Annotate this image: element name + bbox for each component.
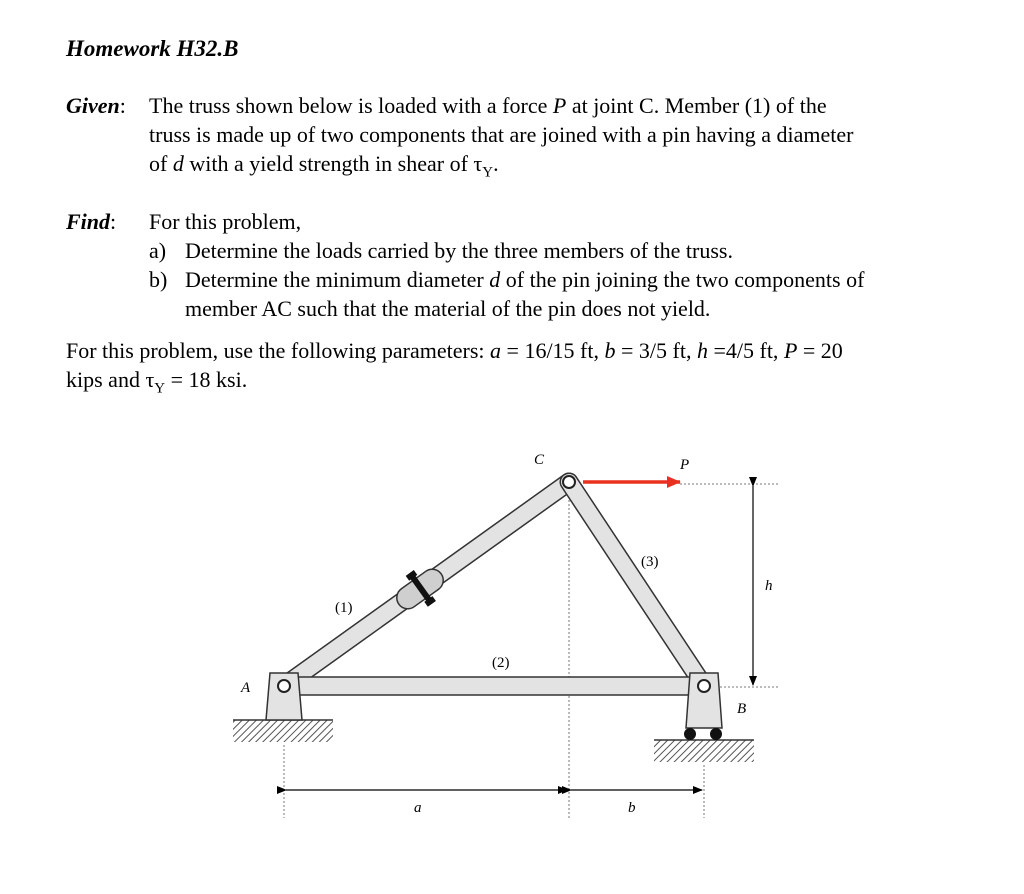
- pin-C: [563, 476, 575, 488]
- find-intro: For this problem,: [149, 209, 302, 234]
- label-force-P: P: [680, 457, 690, 473]
- page-title: Homework H32.B: [66, 36, 239, 61]
- given-line-2: truss is made up of two components that are joined with a pin having a diameter: [149, 122, 854, 147]
- label-dimension-a: a: [414, 800, 422, 816]
- find-item-a: a) Determine the loads carried by the three members of the truss.: [149, 238, 733, 263]
- label-joint-B: B: [737, 701, 747, 717]
- pin-A: [278, 680, 290, 692]
- ground-hatch-B: [654, 740, 754, 762]
- pin-B: [698, 680, 710, 692]
- member-3-fill: [569, 482, 704, 686]
- given-label: Given:: [66, 93, 126, 118]
- member-2: [284, 677, 704, 695]
- parameters-line-1: For this problem, use the following parameters: a = 16/15 ft, b = 3/5 ft, h =4/5 ft, P = 20: [66, 338, 843, 363]
- find-label: Find:: [66, 209, 117, 234]
- find-item-b: b) Determine the minimum diameter d of the pin joining the two components of member AC such that the material of the pin does not yield.: [149, 267, 865, 321]
- label-dimension-b: b: [628, 800, 636, 816]
- label-member-3: (3): [641, 554, 659, 570]
- roller-right: [710, 728, 722, 740]
- label-joint-A: A: [241, 680, 251, 696]
- label-member-2: (2): [492, 655, 510, 671]
- given-line-1: The truss shown below is loaded with a force P at joint C. Member (1) of the: [149, 93, 827, 118]
- parameters-line-2: kips and $\tau_Y = 18$ ksi.: [66, 367, 248, 397]
- ground-hatch-A: [233, 720, 333, 742]
- given-line-3: of d with a yield strength in shear of $\tau_Y$.: [149, 151, 499, 181]
- label-dimension-h: h: [765, 578, 773, 594]
- label-member-1: (1): [335, 600, 353, 616]
- label-joint-C: C: [534, 452, 545, 468]
- roller-left: [684, 728, 696, 740]
